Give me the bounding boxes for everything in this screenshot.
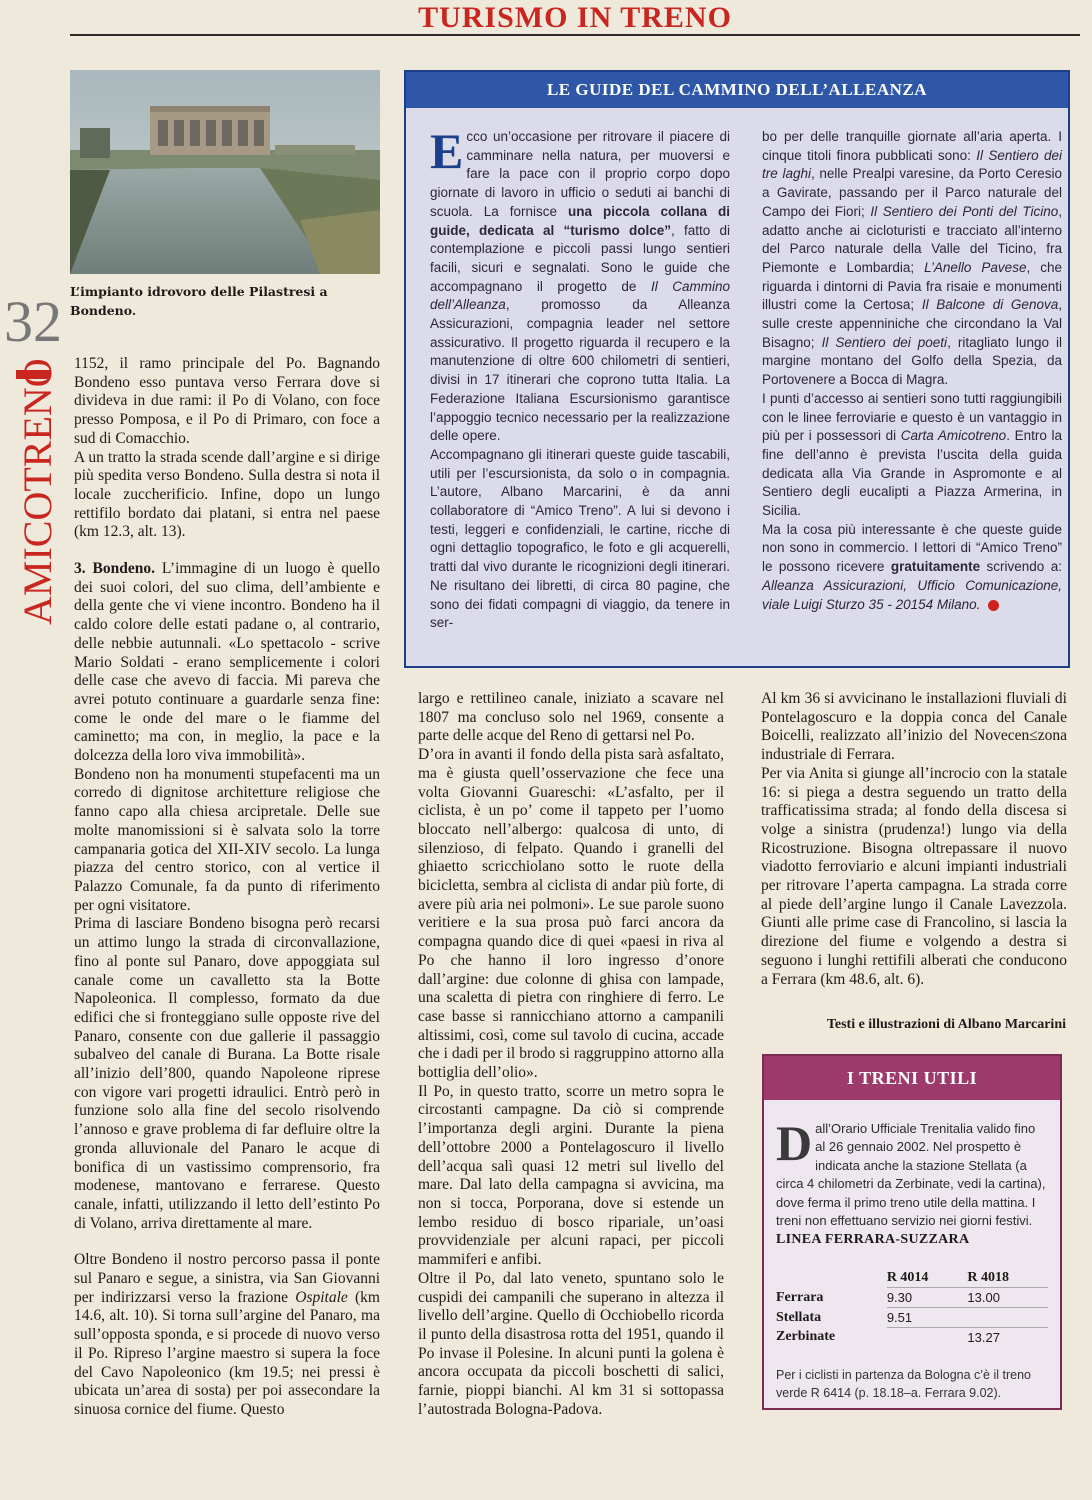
paragraph: largo e rettilineo canale, iniziato a scavare nel 1807 ma concluso solo nel 1969, consente a parte delle acque del Reno di gettarsi nel Po.	[418, 690, 724, 745]
paragraph-bondeno: 3. Bondeno. L’immagine di un luogo è quello dei suoi colori, del suo clima, dell’ambiente e della gente che vi viene incontro. Bondeno ha il caldo colore delle estati padane o, al contrario, delle nebbie autunnali. «Lo spettacolo - scrive Mario Soldati - erano semplicemente i colori delle case che avevo di faccia. Mi pareva che avrei potuto continuare a guardarle senza fine: come le onde del mare o le fiamme del caminetto; ma con, in meglio, la pace e la dolcezza della loro viva immobilità».	[74, 560, 380, 765]
article-column-3	[761, 690, 1067, 989]
article-column-1	[74, 355, 380, 1420]
paragraph: Prima di lasciare Bondeno bisogna però recarsi un attimo lungo la strada di circonvallazione, fino al ponte sul Panaro, dove appoggiata sul canale come un cavalletto sta la Botte Napoleonica. Il complesso, formato da due edifici che si fronteggiano sulle opposte rive del Panaro, consente con due gallerie il passaggio subalveo del canale di Burana. La Botte risale all’inizio dell’800, quando Napoleone riprese con vigore vari progetti idraulici. Entrò però in funzione solo alla fine del secolo risolvendo l’annoso e grave problema di far defluire oltre la gronda alluvionale del Panaro le acque di bonifica di un vastissimo comprensorio, fra modenese, mantovano e ferrarese. Questo canale, infatti, utilizzando il letto dell’estinto Po di Volano, arriva direttamente al mare.	[74, 915, 380, 1232]
useful-trains-box	[762, 1054, 1062, 1410]
timetable	[776, 1268, 1048, 1347]
paragraph: Il Po, in questo tratto, scorre un metro sopra le circostanti campagne. Da ciò si comprende l’importanza degli argini. Durante la piena dell’ottobre 2000 a Pontelagoscuro il livello dell’acqua salì quasi 12 metri sul livello del mare. Dal lato della campagna si avvicina, ma non si tocca, Porporana, dove si estende un lembo residuo di bosco ripariale, un’oasi provvidenziale per alcuni rapaci, per piccoli mammiferi e anfibi.	[418, 1082, 724, 1269]
box-title: LE GUIDE DEL CAMMINO DELL’ALLEANZA	[406, 72, 1068, 108]
box-column-right	[762, 128, 1062, 614]
timetable-header	[776, 1268, 1048, 1288]
subheading-bondeno: 3. Bondeno.	[74, 560, 155, 578]
paragraph: Oltre il Po, dal lato veneto, spuntano solo le cuspidi dei campanili che superano in altezza il livello dell’argine. Quello di Occhiobello ricorda il punto della disastrosa rotta del 1951, quando il Po invase il Polesine. In alcuni punti la golena è ancora occupata da piccoli boschetti di salici, farnie, pioppi bianchi. Al km 31 si sottopassa l’autostrada Bologna-Padova.	[418, 1269, 724, 1418]
box-paragraph: Ma la cosa più interessante è che queste guide non sono in commercio. I lettori di “Amico Treno” le possono ricevere gratuitamente scrivendo a: Alleanza Assicurazioni, Ufficio Comunicazione, viale Luigi Sturzo 35 - 20154 Milano.	[762, 521, 1062, 612]
timetable-row: Stellata 9.51	[776, 1308, 1048, 1328]
end-mark-dot	[988, 600, 999, 611]
paragraph: Bondeno non ha monumenti stupefacenti ma un corredo di dignitose architetture religiose che fanno capo alla chiesa arcipretale. Delle sue molte manomissioni si è salvata solo la torre campanaria gotica del XII-XIV secolo. La lunga piazza del centro storico, con al vertice il Palazzo Comunale, fa da punto di riferimento per ogni visitatore.	[74, 765, 380, 914]
box-column-left	[430, 123, 731, 633]
box-paragraph: Accompagnano gli itinerari queste guide tascabili, utili per l’escursionista, da solo o in compagnia. L’autore, Albano Marcarini, è da anni collaboratore di “Amico Treno”. A lui si devono i testi, leggeri e confidenziali, le cartine, ricche di ogni dettaglio topografico, le foto e gli acquerelli, tratti dal vivo durante le ricognizioni degli itinerari. Ne risultano dei libretti, di circa 80 pagine, che sono dei fidati compagni di viaggio, da tenere in ser-	[430, 446, 730, 631]
paragraph: D’ora in avanti il fondo della pista sarà asfaltato, ma è giusta quell’osservazione che fece una volta Giovanni Guareschi: «L’asfalto, per il ciclista, è un po’ come il tappeto per l’uomo bloccato nell’albergo: qualcosa di unto, di silenzioso, di felpato. Quando i granelli del ghiaetto scricchiolano sotto le ruote della bicicletta, sembra al ciclista di andar più forte, di avere più aria nei polmoni». Le sue parole suono veritiere e la sua prosa può farci ancora da compagna quando dice di quei «paesi in riva al Po che hanno il loro ingresso d’onore dall’argine: due colonne di ghisa con lampade, una scaletta di pietra con ringhiere di ferro. Le case basse si rannicchiano attorno a campanili altissimi, così, come sul tavolo di cucina, accade che i dadi per il brodo si raggruppino attorno alla bottiglia dell’olio».	[418, 746, 724, 1082]
page-header	[70, 0, 1080, 36]
article-column-2	[418, 690, 724, 1419]
photo-pumping-station	[70, 70, 380, 274]
train-column-header: R 4014	[886, 1269, 929, 1285]
trains-box-text: Dall’Orario Ufficiale Trenitalia valido fino al 26 gennaio 2002. Nel prospetto è indicata anche la stazione Stellata (a circa 4 chilometri da Zerbinate, vedi la cartina), dove ferma il primo treno utile della mattina. I treni non effettuano servizio nei giorni festivi.	[776, 1115, 1046, 1229]
train-column-header: R 4018	[967, 1269, 1010, 1285]
dropcap: E	[430, 123, 464, 179]
paragraph: A un tratto la strada scende dall’argine e si dirige più spedita verso Bondeno. Sulla destra si nota il locale zuccherificio. Infine, dopo un lungo rettifilo bordato dai platani, si entra nel paese (km 12.3, alt. 13).	[74, 448, 380, 541]
timetable-row: Ferrara 9.30 13.00	[776, 1288, 1048, 1308]
line-heading: LINEA FERRARA-SUZZARA	[776, 1232, 970, 1247]
box-paragraph: bo per delle tranquille giornate all’aria aperta. I cinque titoli finora pubblicati sono: Il Sentiero dei tre laghi, nelle Prealpi varesine, da Porto Ceresio a Gavirate, passando per il Parco naturale del Campo dei Fiori; Il Sentiero dei Ponti del Ticino, adatto anche ai cicloturisti e tracciato all’interno del Parco naturale della Valle del Ticino, fra Piemonte e Lombardia; L’Anello Pavese, che riguarda i dintorni di Pavia fra risaie e monumenti illustri come la Certosa; Il Balcone di Genova, sulle creste appenniniche che circondano la Val Bisagno; Il Sentiero dei poeti, ritagliato lungo il margine montano del Golfo della Spezia, da Portovenere a Bocca di Magra.	[762, 129, 1063, 388]
trains-box-footer: Per i ciclisti in partenza da Bologna c’è il treno verde R 6414 (p. 18.18–a. Ferrara 9.02).	[776, 1368, 1031, 1400]
guides-sidebar-box	[404, 70, 1070, 668]
magazine-name: AMICOTRENO	[15, 358, 60, 625]
timetable-row: Zerbinate 13.27	[776, 1328, 1048, 1348]
photo-caption: L’impianto idrovoro delle Pilastresi a Bondeno.	[70, 284, 328, 318]
paragraph: Al km 36 si avvicinano le installazioni fluviali di Pontelagoscuro e la doppia conca del Canale Boicelli, realizzato all’inizio del Novecen≤zona industriale di Ferrara.	[761, 690, 1067, 764]
section-title: TURISMO IN TRENO	[418, 1, 732, 34]
page-number: 32	[4, 289, 62, 354]
author-credit: Testi e illustrazioni di Albano Marcarini	[826, 1017, 1066, 1032]
paragraph: Per via Anita si giunge all’incrocio con la statale 16: si piega a destra seguendo un tratto della trafficatissima strada; al fondo della discesa si volge a sinistra (prudenza!) lungo via della Ricostruzione. Bisogna oltrepassare il nuovo viadotto ferroviario e alcuni impianti industriali per ritrovare l’aperta campagna. La strada corre al piede dell’argine lungo il Canale Lavezzola. Giunti alle prime case di Francolino, si lascia la direzione del fiume e volgendo a destra si seguono i lunghi rettifili alberati che conducono a Ferrara (km 48.6, alt. 6).	[761, 764, 1067, 988]
paragraph: Oltre Bondeno il nostro percorso passa il ponte sul Panaro e segue, a sinistra, via San Giovanni per indirizzarsi verso la frazione Ospitale (km 14.6, alt. 10). Si torna sull’argine del Panaro, ma sull’opposta sponda, e si procede di nuovo verso il Po. Ripreso l’argine maestro si supera la foce del Cavo Napoleonico (km 19.5; nei pressi è ubicata un’area di sosta) per poi assecondare la sinuosa cornice del fiume. Questo	[74, 1251, 380, 1418]
dropcap: D	[776, 1115, 813, 1171]
magazine-name-vertical	[4, 358, 70, 630]
trains-box-title: I TRENI UTILI	[764, 1056, 1060, 1100]
box-paragraph: Ecco un’occasione per ritrovare il piacere di camminare nella natura, per muoversi e fare la pace con il proprio corpo dopo giornate di lavoro in ufficio o seduti ai banchi di scuola. La fornisce una piccola collana di guide, dedicata al “turismo dolce”, fatto di contemplazione e piccoli passi lungo sentieri facili, sicuri e segnalati. Sono le guide che accompagnano il progetto de Il Cammino dell’Alleanza, promosso da Alleanza Assicurazioni, compagnia leader nel settore assicurativo. Il progetto riguarda il recupero e la manutenzione di oltre 600 chilometri di sentieri, divisi in 17 itinerari che coprono tutta Italia. La Federazione Italiana Escursionismo garantisce l’appoggio tecnico necessario per la realizzazione delle opere.	[430, 123, 731, 444]
paragraph: 1152, il ramo principale del Po. Bagnando Bondeno esso puntava verso Ferrara dove si divideva in due rami: il Po di Volano, con foce presso Pomposa, e il Po di Primaro, con foce a sud di Comacchio.	[74, 355, 380, 447]
box-paragraph: I punti d’accesso ai sentieri sono tutti raggiungibili con le linee ferroviarie e questo è un vantaggio in più per i possessori di Carta Amicotreno. Entro la fine dell’anno è prevista l’uscita della guida dedicata alla Via Grande in Aspromonte e al Sentiero degli eucalipti a Piazza Armerina, in Sicilia.	[762, 390, 1062, 519]
